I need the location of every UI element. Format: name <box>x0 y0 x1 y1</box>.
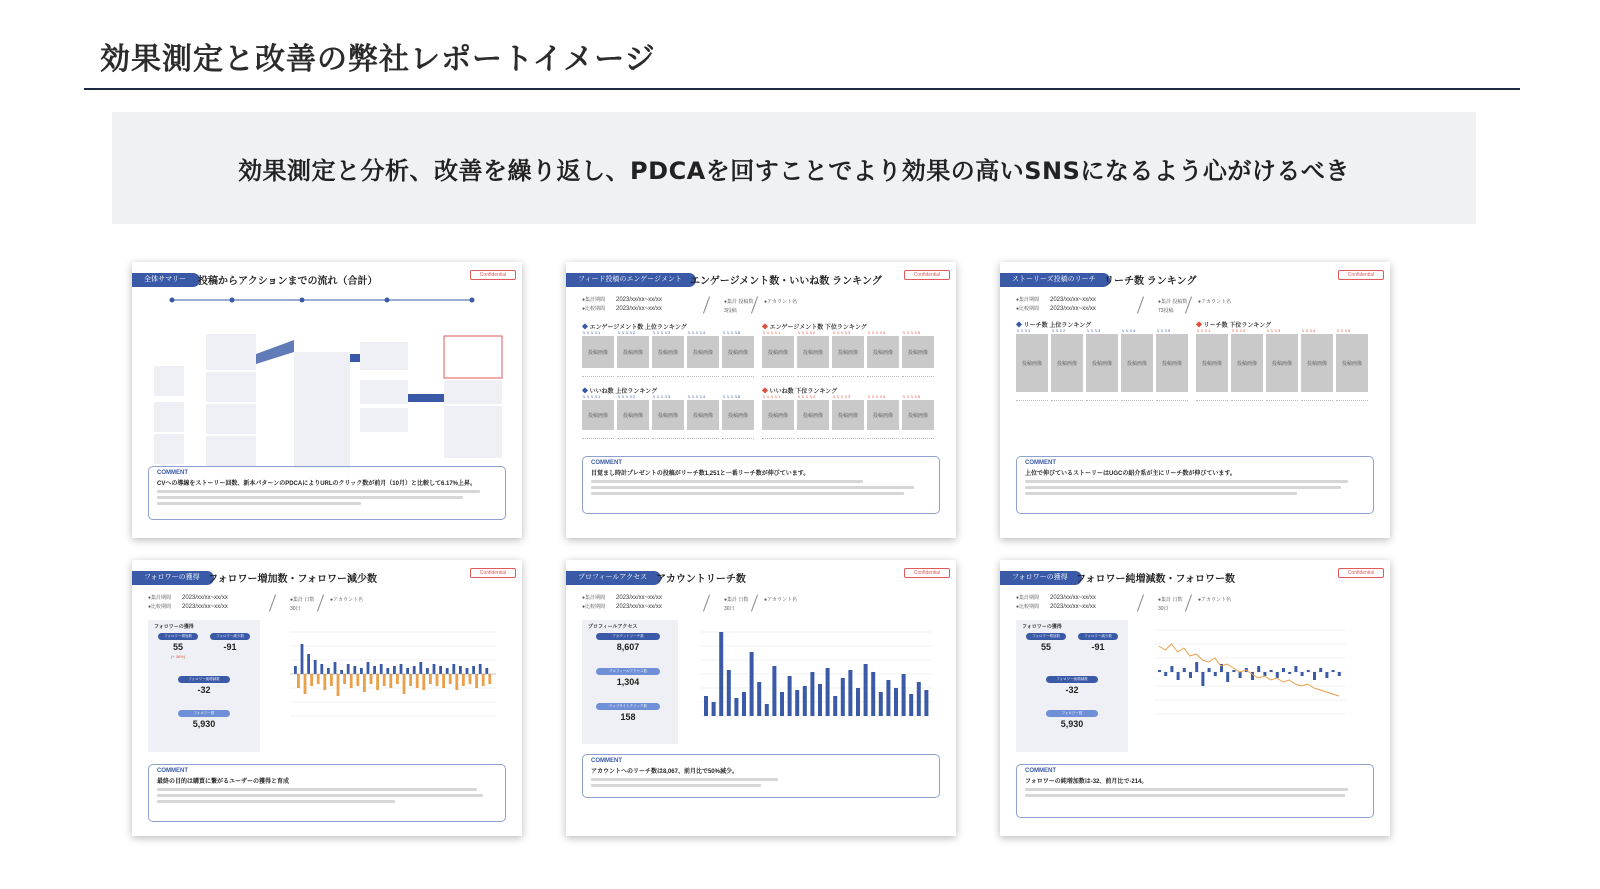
chart-bar <box>1319 668 1322 672</box>
flow-diagram <box>132 284 522 484</box>
comment-main: アカウントへのリーチ数は8,067、前月比で50%減少。 <box>591 769 738 775</box>
chart-bar <box>337 674 340 696</box>
chart-bar <box>436 674 439 686</box>
chart-bar <box>353 666 356 674</box>
chart-bar <box>742 692 746 716</box>
comment-main: 目覚まし時計プレゼントの投稿がリーチ数1,251と一番リーチ数が伸びています。 <box>591 471 810 477</box>
confidential-badge: Confidential <box>904 270 950 280</box>
chart-bar <box>363 674 366 692</box>
chart-bar <box>1195 662 1198 672</box>
chart-bar <box>1270 670 1273 672</box>
chart-bar <box>472 666 475 674</box>
chart-bar <box>909 694 913 716</box>
chart-bar <box>833 696 837 716</box>
chart-bar <box>317 674 320 684</box>
chart-bar <box>475 674 478 688</box>
chart-bar <box>1189 672 1192 678</box>
comment-label: COMMENT <box>591 460 622 466</box>
chart-bar <box>924 690 928 716</box>
chart-bar <box>864 664 868 716</box>
slide-category: 全体サマリー <box>132 273 200 287</box>
chart-bar <box>1208 668 1211 672</box>
chart-bar <box>393 666 396 674</box>
chart-bar <box>485 668 488 674</box>
comment-main: 上位で伸びているストーリーはUGCの紹介系が主にリーチ数が伸びています。 <box>1025 471 1236 477</box>
slide-title: フォロワー増加数・フォロワー減少数 <box>208 574 377 585</box>
chart-bar <box>376 674 379 690</box>
summary-banner <box>112 112 1476 224</box>
chart-bar <box>750 652 754 716</box>
chart-bar <box>347 664 350 674</box>
chart-bar <box>419 662 422 674</box>
chart-bar <box>323 674 326 690</box>
chart-bar <box>795 690 799 716</box>
chart-bar <box>334 662 337 674</box>
chart-bar <box>449 674 452 684</box>
chart-bar <box>780 692 784 716</box>
chart-bar <box>712 702 716 716</box>
slide-header <box>566 560 956 594</box>
chart-bar <box>1201 672 1204 686</box>
chart-bar <box>803 686 807 716</box>
chart-bar <box>343 674 346 684</box>
account-meta: ●アカウント名 <box>330 597 363 603</box>
comment-label: COMMENT <box>591 758 622 764</box>
chart-bar <box>469 674 472 684</box>
comment-label: COMMENT <box>1025 460 1056 466</box>
chart-bar <box>810 672 814 716</box>
chart-bar <box>1325 672 1328 678</box>
chart-bar <box>1239 672 1242 678</box>
slide-category: プロフィールアクセス <box>566 571 661 585</box>
chart-bar <box>422 674 425 690</box>
chart-bar <box>409 674 412 686</box>
chart-bar <box>396 674 399 684</box>
slide-title: アカウントリーチ数 <box>656 574 746 585</box>
chart-bar <box>406 668 409 674</box>
chart-bar <box>455 674 458 690</box>
days-meta: ●集計 日数 30日 <box>1158 597 1183 612</box>
slide-title: 投稿からアクションまでの流れ（合計） <box>198 276 378 287</box>
chart-bar <box>704 696 708 716</box>
rank-head: ◆ いいね数 下位ランキング <box>762 389 838 395</box>
report-thumbnail-follower-net[interactable] <box>1000 560 1390 836</box>
slide-title: エンゲージメント数・いいね数 ランキング <box>690 276 882 287</box>
chart-bar <box>856 688 860 716</box>
title-underline <box>84 88 1520 90</box>
period-meta: ●集計期間 2023/xx/xx~xx/xx ●比較期間 2023/xx/xx~xx/xx <box>1016 595 1096 610</box>
rank-head: ◆ いいね数 上位ランキング <box>582 389 658 395</box>
chart-bar <box>788 676 792 716</box>
chart-bar <box>400 664 403 674</box>
comment-main: 最終の目的は購買に繋がるユーザーの獲得と育成 <box>157 779 290 785</box>
chart-bar <box>370 674 373 684</box>
chart-bar <box>1338 672 1341 676</box>
comment-main: フォロワーの純増加数は-32、前月比で-214。 <box>1025 779 1148 785</box>
chart-bar <box>1288 672 1291 674</box>
report-thumbnail-followers[interactable] <box>132 560 522 836</box>
chart-bar <box>330 674 333 686</box>
chart-bar <box>350 674 353 688</box>
account-meta: ●アカウント名 <box>1198 597 1231 603</box>
chart-bar <box>1301 672 1304 676</box>
rank-head: ◆ エンゲージメント数 下位ランキング <box>762 325 867 331</box>
chart-bar <box>297 674 300 688</box>
period-meta: ●集計期間 2023/xx/xx~xx/xx ●比較期間 2023/xx/xx~xx/xx <box>582 595 662 610</box>
days-meta: ●集計 日数 30日 <box>290 597 315 612</box>
chart-bar <box>841 678 845 716</box>
chart-bar <box>433 664 436 674</box>
chart-bar <box>466 668 469 674</box>
chart-bar <box>304 674 307 694</box>
chart-bar <box>772 666 776 716</box>
chart-bar <box>426 668 429 674</box>
comment-label: COMMENT <box>157 768 188 774</box>
chart-bar <box>459 666 462 674</box>
chart-bar <box>462 674 465 686</box>
follower-panel: フォロワーの獲得 フォロワー増加数 フォロワー減少数 55 -91 フォロワー純増減数 -32 フォロワー数 5,930 <box>1016 620 1128 752</box>
slide-category: フォロワーの獲得 <box>1000 571 1082 585</box>
comment-label: COMMENT <box>157 470 188 476</box>
chart-bar <box>442 674 445 688</box>
chart-bar <box>1183 668 1186 672</box>
chart-bar <box>1232 670 1235 672</box>
chart-bar <box>1307 670 1310 672</box>
slide-header <box>566 262 956 296</box>
chart-bar <box>765 704 769 716</box>
chart-bar <box>373 666 376 674</box>
period-meta: ●集計期間 2023/xx/xx~xx/xx ●比較期間 2023/xx/xx~xx/xx <box>1016 297 1096 312</box>
rank-row: ｘｘｘｘ1 投稿画像 ｘｘｘｘ2 投稿画像 ｘｘｘｘ3 投稿画像 ｘｘｘｘ4 投稿画像 ｘｘｘｘ5 投稿画像 <box>582 394 754 439</box>
rank-row: ｘｘｘｘ1 投稿画像 ｘｘｘｘ2 投稿画像 ｘｘｘｘ3 投稿画像 ｘｘｘｘ4 投稿画像 ｘｘｘｘ5 投稿画像 <box>762 394 934 439</box>
count-meta: ●集計 投稿数 73投稿 <box>1158 299 1188 314</box>
days-meta: ●集計 日数 30日 <box>724 597 749 612</box>
rank-row: ｘｘｘｘ1 投稿画像 ｘｘｘｘ2 投稿画像 ｘｘｘｘ3 投稿画像 ｘｘｘｘ4 投稿画像 ｘｘｘｘ5 投稿画像 <box>582 330 754 377</box>
chart-bar <box>327 668 330 674</box>
period-meta: ●集計期間 2023/xx/xx~xx/xx ●比較期間 2023/xx/xx~xx/xx <box>582 297 662 312</box>
account-meta: ●アカウント名 <box>764 299 797 305</box>
chart-bar <box>879 692 883 716</box>
slide-title: フォロワー純増減数・フォロワー数 <box>1076 574 1235 585</box>
chart-bar <box>1257 666 1260 672</box>
chart-bar <box>894 688 898 716</box>
report-thumbnail-stories[interactable] <box>1000 262 1390 538</box>
count-meta: ●集計 投稿数 3投稿 <box>724 299 754 314</box>
chart-bar <box>734 698 738 716</box>
chart-bar <box>1214 672 1217 676</box>
confidential-badge: Confidential <box>1338 568 1384 578</box>
comment-label: COMMENT <box>1025 768 1056 774</box>
follower-net-combo-chart <box>1146 622 1374 742</box>
confidential-badge: Confidential <box>470 568 516 578</box>
comment-box <box>148 764 506 822</box>
confidential-badge: Confidential <box>1338 270 1384 280</box>
chart-bar <box>1226 672 1229 682</box>
account-reach-bar-chart <box>692 622 942 732</box>
comment-box <box>582 456 940 514</box>
chart-bar <box>314 660 317 674</box>
banner-text: 効果測定と分析、改善を繰り返し、PDCAを回すことでより効果の高いSNSになるよう心がけるべき <box>238 156 1350 185</box>
report-thumbnail-summary[interactable] <box>132 262 522 538</box>
chart-bar <box>403 674 406 694</box>
chart-bar <box>1282 668 1285 672</box>
rank-head: ◆ エンゲージメント数 上位ランキング <box>582 325 687 331</box>
chart-bar <box>429 674 432 684</box>
slide-category: フィード投稿のエンゲージメント <box>566 273 696 287</box>
access-panel: プロフィールアクセス アカウントリーチ数 8,607 プロフィールアクセス数 1,304 ウェブサイトクリック数 158 <box>582 620 678 744</box>
comment-box <box>1016 764 1374 818</box>
chart-bar <box>826 668 830 716</box>
chart-bar <box>310 674 313 686</box>
chart-bar <box>307 654 310 674</box>
chart-bar <box>340 670 343 674</box>
chart-bar <box>848 670 852 716</box>
chart-bar <box>1294 666 1297 672</box>
rank-row: ｘｘｘｘ1 投稿画像 ｘｘｘｘ2 投稿画像 ｘｘｘｘ3 投稿画像 ｘｘｘｘ4 投稿画像 ｘｘｘｘ5 投稿画像 <box>762 330 934 377</box>
comment-box <box>148 466 506 520</box>
chart-bar <box>1170 666 1173 672</box>
chart-bar <box>871 672 875 716</box>
slide-header <box>1000 262 1390 296</box>
slide-header <box>1000 560 1390 594</box>
chart-bar <box>1276 672 1279 678</box>
confidential-badge: Confidential <box>470 270 516 280</box>
rank-row: ｘｘｘ1 投稿画像 ｘｘｘ2 投稿画像 ｘｘｘ3 投稿画像 ｘｘｘ4 投稿画像 ｘｘｘ5 投稿画像 <box>1196 328 1368 401</box>
chart-bar <box>917 682 921 716</box>
chart-bar <box>367 662 370 674</box>
chart-bar <box>360 668 363 674</box>
rank-row: ｘｘｘ1 投稿画像 ｘｘｘ2 投稿画像 ｘｘｘ3 投稿画像 ｘｘｘ4 投稿画像 ｘｘｘ5 投稿画像 <box>1016 328 1188 401</box>
follower-bar-chart <box>282 622 504 742</box>
chart-bar <box>452 664 455 674</box>
page-title: 効果測定と改善の弊社レポートイメージ <box>100 42 656 77</box>
chart-bar <box>380 664 383 674</box>
chart-bar <box>1158 670 1161 672</box>
slide-title: リーチ数 ランキング <box>1104 276 1197 287</box>
confidential-badge: Confidential <box>904 568 950 578</box>
chart-bar <box>818 684 822 716</box>
chart-bar <box>1263 672 1266 676</box>
chart-line <box>1159 644 1339 696</box>
chart-bar <box>413 666 416 674</box>
chart-bar <box>383 674 386 686</box>
chart-bar <box>1177 672 1180 680</box>
chart-bar <box>1313 672 1316 680</box>
chart-bar <box>488 674 491 684</box>
chart-bar <box>356 674 359 686</box>
slide-header <box>132 560 522 594</box>
rank-head: ◆ リーチ数 下位ランキング <box>1196 323 1272 329</box>
chart-bar <box>320 664 323 674</box>
chart-bar <box>886 680 890 716</box>
chart-bar <box>482 674 485 686</box>
report-thumbnail-engagement[interactable] <box>566 262 956 538</box>
chart-bar <box>416 674 419 688</box>
report-thumbnail-account-reach[interactable] <box>566 560 956 836</box>
period-meta: ●集計期間 2023/xx/xx~xx/xx ●比較期間 2023/xx/xx~xx/xx <box>148 595 228 610</box>
follower-panel: フォロワーの獲得 フォロワー増加数 フォロワー減少数 55 -91 (+ 36%) フォロワー純増減数 -32 フォロワー数 5,930 <box>148 620 260 752</box>
slide-category: フォロワーの獲得 <box>132 571 214 585</box>
chart-bar <box>902 674 906 716</box>
chart-bar <box>1332 670 1335 672</box>
chart-bar <box>719 632 723 716</box>
chart-bar <box>301 644 304 674</box>
account-meta: ●アカウント名 <box>764 597 797 603</box>
slide-category: ストーリーズ投稿のリーチ <box>1000 273 1110 287</box>
chart-bar <box>389 674 392 688</box>
account-meta: ●アカウント名 <box>1198 299 1231 305</box>
chart-bar <box>294 666 297 674</box>
chart-bar <box>479 664 482 674</box>
chart-bar <box>439 666 442 674</box>
chart-bar <box>757 682 761 716</box>
comment-box <box>582 754 940 798</box>
chart-bar <box>1164 672 1167 676</box>
comment-main: CVへの導線をストーリー回数、新本パターンのPDCAによりURLのクリック数が前月（10月）と比較して6.17%上昇。 <box>157 481 476 487</box>
chart-bar <box>727 670 731 716</box>
comment-box <box>1016 456 1374 514</box>
chart-bar <box>386 668 389 674</box>
rank-head: ◆ リーチ数 上位ランキング <box>1016 323 1092 329</box>
chart-bar <box>446 668 449 674</box>
